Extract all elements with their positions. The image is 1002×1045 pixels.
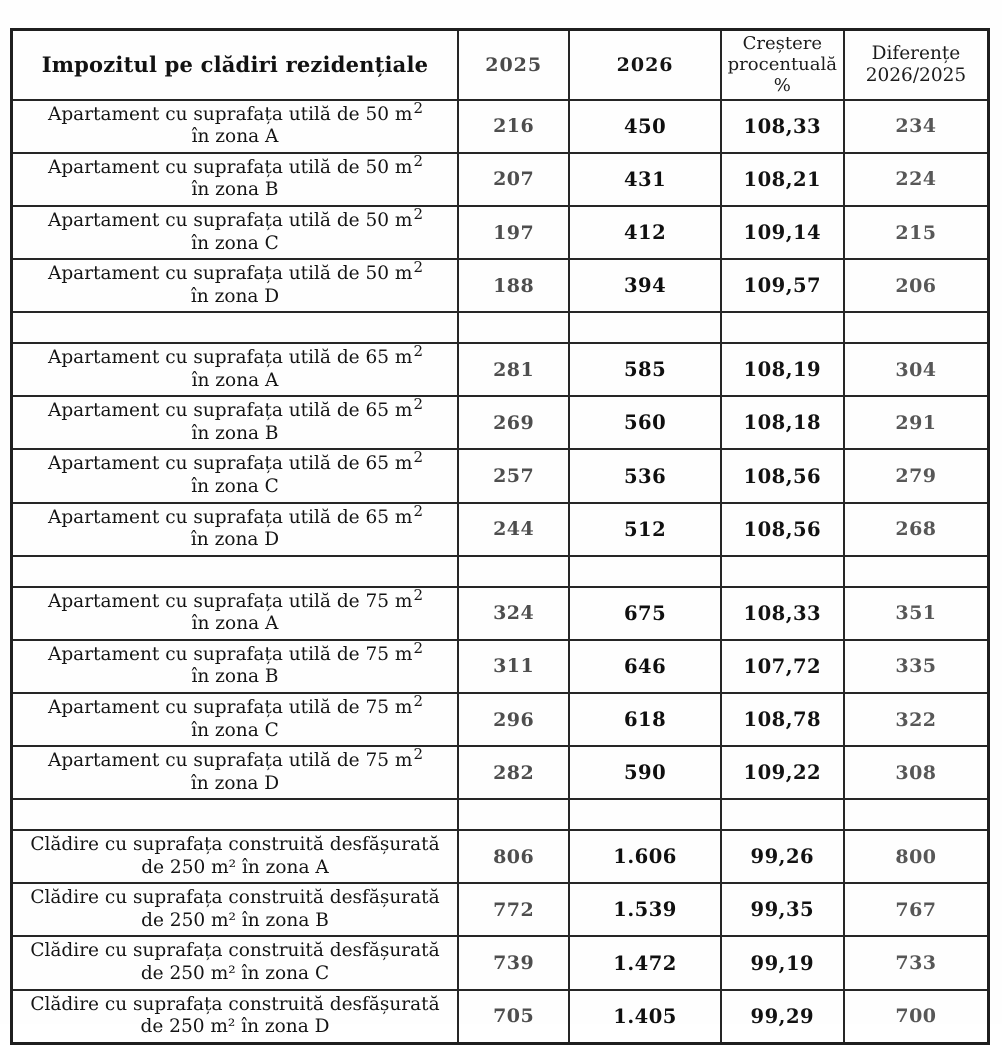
row-label-line2: de 250 m² în zona B <box>141 909 329 931</box>
difference-cell: 206 <box>844 259 989 312</box>
table-row <box>12 100 989 153</box>
row-label-cell <box>12 206 458 259</box>
row-label-text: Apartament cu suprafața utilă de 75 m <box>47 696 413 718</box>
difference-cell: 304 <box>844 343 989 396</box>
value-2026-cell: 536 <box>569 449 720 502</box>
row-label-cell <box>12 503 458 556</box>
row-label-text: Apartament cu suprafața utilă de 75 m <box>47 643 413 665</box>
row-label-line2: în zona C <box>191 476 279 498</box>
row-label-cell <box>12 100 458 153</box>
row-label-text: Apartament cu suprafața utilă de 75 m <box>47 590 413 612</box>
row-label-text: Clădire cu suprafața construită desfășurată <box>30 834 440 856</box>
value-2026-cell: 412 <box>569 206 720 259</box>
row-label-line2: în zona B <box>191 422 279 444</box>
header-difference-line1: Diferențe <box>871 43 961 65</box>
spacer-cell <box>721 556 844 587</box>
spacer-cell <box>721 312 844 343</box>
row-label-text: Apartament cu suprafața utilă de 75 m <box>47 750 413 772</box>
row-label-line1 <box>19 448 451 476</box>
row-label-text: Apartament cu suprafața utilă de 50 m <box>47 156 413 178</box>
value-2025-cell: 282 <box>458 746 569 799</box>
row-label-line1 <box>19 994 451 1017</box>
table-row <box>12 206 989 259</box>
spacer-cell <box>458 556 569 587</box>
percent-increase-cell: 108,56 <box>721 503 844 556</box>
row-label-line2: în zona A <box>191 613 279 635</box>
row-label-line2: în zona B <box>191 179 279 201</box>
table-row <box>12 153 989 206</box>
value-2026-cell: 431 <box>569 153 720 206</box>
row-label-text: Clădire cu suprafața construită desfășurată <box>30 940 440 962</box>
row-label-cell <box>12 449 458 502</box>
table-row <box>12 883 989 936</box>
row-label-line1 <box>19 151 451 180</box>
value-2026-cell: 590 <box>569 746 720 799</box>
row-label-line2: în zona D <box>190 772 280 794</box>
superscript-2: 2 <box>413 342 424 361</box>
value-2025-cell: 197 <box>458 206 569 259</box>
value-2026-cell: 450 <box>569 100 720 153</box>
spacer-cell <box>721 799 844 830</box>
value-2026-cell: 1.606 <box>569 830 720 883</box>
value-2025-cell: 257 <box>458 449 569 502</box>
residential-tax-table <box>10 28 990 1045</box>
row-label-line2: în zona C <box>191 719 279 741</box>
spacer-cell <box>458 312 569 343</box>
row-label-cell <box>12 883 458 936</box>
value-2026-cell: 394 <box>569 259 720 312</box>
row-label-line1 <box>19 395 451 423</box>
difference-cell: 215 <box>844 206 989 259</box>
superscript-2: 2 <box>413 151 424 170</box>
table-row <box>12 503 989 556</box>
percent-increase-cell: 108,18 <box>721 396 844 449</box>
header-row <box>12 30 989 100</box>
row-label-cell <box>12 343 458 396</box>
difference-cell: 733 <box>844 936 989 989</box>
value-2026-cell: 646 <box>569 640 720 693</box>
header-difference <box>844 30 989 100</box>
spacer-cell <box>844 312 989 343</box>
superscript-2: 2 <box>413 258 424 277</box>
header-percent-increase-line2: procentuală <box>727 54 837 76</box>
superscript-2: 2 <box>413 448 424 467</box>
row-label-line1 <box>19 98 451 127</box>
percent-increase-cell: 109,14 <box>721 206 844 259</box>
value-2025-cell: 739 <box>458 936 569 989</box>
percent-increase-cell: 109,57 <box>721 259 844 312</box>
row-label-line2: în zona A <box>191 369 279 391</box>
superscript-2: 2 <box>413 585 424 604</box>
difference-cell: 767 <box>844 883 989 936</box>
row-label-line1 <box>19 745 451 773</box>
row-label-line2: în zona B <box>191 666 279 688</box>
spacer-cell <box>569 799 720 830</box>
row-label-line2: în zona C <box>191 232 279 254</box>
table-row <box>12 640 989 693</box>
value-2026-cell: 618 <box>569 693 720 746</box>
percent-increase-cell: 99,26 <box>721 830 844 883</box>
spacer-cell <box>12 799 458 830</box>
row-label-cell <box>12 640 458 693</box>
table-row <box>12 259 989 312</box>
value-2026-cell: 512 <box>569 503 720 556</box>
row-label-cell <box>12 587 458 640</box>
spacer-cell <box>12 556 458 587</box>
difference-cell: 351 <box>844 587 989 640</box>
spacer-cell <box>844 799 989 830</box>
spacer-cell <box>458 799 569 830</box>
spacer-cell <box>569 312 720 343</box>
value-2025-cell: 311 <box>458 640 569 693</box>
spacer-cell <box>844 556 989 587</box>
row-label-line1 <box>19 342 451 370</box>
row-label-cell <box>12 936 458 989</box>
value-2026-cell: 585 <box>569 343 720 396</box>
row-label-text: Apartament cu suprafața utilă de 50 m <box>47 103 413 125</box>
percent-increase-cell: 99,35 <box>721 883 844 936</box>
value-2025-cell: 207 <box>458 153 569 206</box>
header-percent-increase <box>721 30 844 100</box>
difference-cell: 224 <box>844 153 989 206</box>
percent-increase-cell: 99,19 <box>721 936 844 989</box>
table-row <box>12 746 989 799</box>
difference-cell: 308 <box>844 746 989 799</box>
percent-increase-cell: 108,78 <box>721 693 844 746</box>
value-2025-cell: 324 <box>458 587 569 640</box>
value-2025-cell: 216 <box>458 100 569 153</box>
spacer-row <box>12 556 989 587</box>
value-2025-cell: 188 <box>458 259 569 312</box>
superscript-2: 2 <box>413 204 424 223</box>
difference-cell: 800 <box>844 830 989 883</box>
superscript-2: 2 <box>413 745 424 764</box>
difference-cell: 268 <box>844 503 989 556</box>
difference-cell: 322 <box>844 693 989 746</box>
row-label-line2: de 250 m² în zona A <box>141 856 329 878</box>
row-label-text: Apartament cu suprafața utilă de 50 m <box>47 263 413 285</box>
percent-increase-cell: 108,21 <box>721 153 844 206</box>
superscript-2: 2 <box>413 98 424 117</box>
row-label-cell <box>12 153 458 206</box>
value-2026-cell: 1.405 <box>569 990 720 1044</box>
table-row <box>12 449 989 502</box>
difference-cell: 279 <box>844 449 989 502</box>
row-label-line2: de 250 m² în zona D <box>140 1016 330 1038</box>
row-label-text: Apartament cu suprafața utilă de 65 m <box>47 400 413 422</box>
value-2026-cell: 675 <box>569 587 720 640</box>
value-2025-cell: 244 <box>458 503 569 556</box>
row-label-line2: în zona D <box>190 285 280 307</box>
row-label-line1 <box>19 887 451 910</box>
header-difference-line2: 2026/2025 <box>865 64 967 86</box>
row-label-line1 <box>19 940 451 963</box>
value-2025-cell: 281 <box>458 343 569 396</box>
superscript-2: 2 <box>413 638 424 657</box>
spacer-cell <box>569 556 720 587</box>
percent-increase-cell: 108,56 <box>721 449 844 502</box>
spacer-cell <box>12 312 458 343</box>
header-percent-increase-line3: % <box>773 75 791 97</box>
value-2026-cell: 1.472 <box>569 936 720 989</box>
superscript-2: 2 <box>413 691 424 710</box>
value-2025-cell: 296 <box>458 693 569 746</box>
percent-increase-cell: 107,72 <box>721 640 844 693</box>
percent-increase-cell: 99,29 <box>721 990 844 1044</box>
percent-increase-cell: 108,19 <box>721 343 844 396</box>
row-label-cell <box>12 990 458 1044</box>
row-label-line1 <box>19 258 451 286</box>
row-label-line2: de 250 m² în zona C <box>140 963 330 985</box>
row-label-text: Apartament cu suprafața utilă de 50 m <box>47 209 413 231</box>
superscript-2: 2 <box>413 395 424 414</box>
row-label-text: Clădire cu suprafața construită desfășurată <box>30 887 440 909</box>
value-2026-cell: 1.539 <box>569 883 720 936</box>
difference-cell: 700 <box>844 990 989 1044</box>
row-label-cell <box>12 259 458 312</box>
row-label-text: Apartament cu suprafața utilă de 65 m <box>47 347 413 369</box>
value-2025-cell: 806 <box>458 830 569 883</box>
row-label-cell <box>12 693 458 746</box>
row-label-line1 <box>19 638 451 667</box>
row-label-text: Apartament cu suprafața utilă de 65 m <box>47 453 413 475</box>
row-label-line1 <box>19 834 451 857</box>
percent-increase-cell: 108,33 <box>721 587 844 640</box>
row-label-cell <box>12 746 458 799</box>
table-row <box>12 587 989 640</box>
header-percent-increase-line1: Creștere <box>742 33 823 54</box>
row-label-line1 <box>19 501 451 530</box>
row-label-line1 <box>19 204 451 233</box>
spacer-row <box>12 799 989 830</box>
row-label-text: Apartament cu suprafața utilă de 65 m <box>47 506 413 528</box>
table-row <box>12 693 989 746</box>
difference-cell: 291 <box>844 396 989 449</box>
row-label-text: Clădire cu suprafața construită desfășurată <box>30 993 440 1015</box>
row-label-line1 <box>19 691 451 720</box>
header-year-2025: 2025 <box>458 30 569 100</box>
table-row <box>12 396 989 449</box>
value-2025-cell: 269 <box>458 396 569 449</box>
value-2026-cell: 560 <box>569 396 720 449</box>
table-row <box>12 990 989 1044</box>
row-label-line2: în zona D <box>190 529 280 551</box>
superscript-2: 2 <box>413 501 424 520</box>
value-2025-cell: 772 <box>458 883 569 936</box>
header-label: Impozitul pe clădiri rezidențiale <box>12 30 458 100</box>
row-label-line1 <box>19 585 451 614</box>
percent-increase-cell: 109,22 <box>721 746 844 799</box>
table-row <box>12 936 989 989</box>
value-2025-cell: 705 <box>458 990 569 1044</box>
percent-increase-cell: 108,33 <box>721 100 844 153</box>
row-label-cell <box>12 396 458 449</box>
difference-cell: 234 <box>844 100 989 153</box>
table-row <box>12 830 989 883</box>
table-row <box>12 343 989 396</box>
header-year-2026: 2026 <box>569 30 720 100</box>
difference-cell: 335 <box>844 640 989 693</box>
spacer-row <box>12 312 989 343</box>
row-label-cell <box>12 830 458 883</box>
row-label-line2: în zona A <box>191 126 279 148</box>
